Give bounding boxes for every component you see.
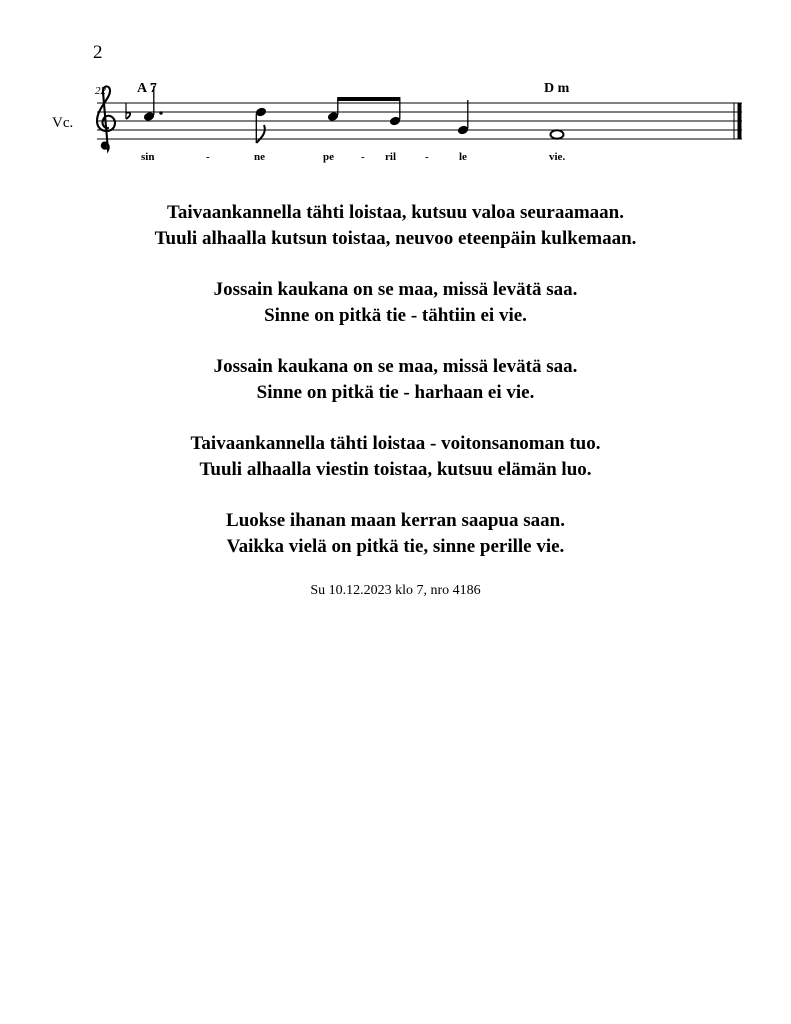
lyrics-line: Vaikka vielä on pitkä tie, sinne perille vie.: [226, 536, 565, 557]
clef-dot: [102, 143, 107, 148]
page-number: 2: [93, 42, 103, 63]
lyric-syllable: ne: [254, 151, 265, 163]
lyrics-text: [0, 200, 791, 585]
lyric-hyphen: -: [361, 151, 365, 163]
lyric-syllable: sin: [141, 151, 155, 163]
lyrics-stanza-4: [0, 431, 791, 483]
footer-date-note: Su 10.12.2023 klo 7, nro 4186: [310, 583, 481, 598]
measure-number: 22: [95, 85, 106, 97]
lyrics-line: Taivaankannella tähti loistaa - voitonsanoman tuo.: [190, 433, 601, 454]
note-e-quarter: [457, 100, 469, 135]
flat-key-signature-icon: [126, 103, 130, 119]
lyric-syllable: ril: [385, 151, 396, 163]
lyrics-line: Tuuli alhaalla kutsun toistaa, neuvoo eteenpäin kulkemaan.: [154, 228, 637, 249]
lyrics-stanza-1: [0, 200, 791, 252]
lyrics-stanza-3: [0, 354, 791, 406]
chord-symbol-dm: D m: [544, 81, 570, 96]
lyrics-line: Tuuli alhaalla viestin toistaa, kutsuu elämän luo.: [199, 459, 592, 480]
lyrics-line: Sinne on pitkä tie - tähtiin ei vie.: [264, 305, 527, 326]
chord-symbol-a7: A 7: [137, 81, 157, 96]
lyric-hyphen: -: [206, 151, 210, 163]
lyrics-stanza-5: [0, 508, 791, 560]
music-score: [0, 0, 791, 180]
thick-barline: [738, 103, 742, 139]
lyrics-line: Jossain kaukana on se maa, missä levätä saa.: [213, 356, 578, 377]
lyric-syllable: pe: [323, 151, 334, 163]
lyrics-line: Luokse ihanan maan kerran saapua saan.: [226, 510, 565, 531]
staff-lines: [97, 103, 742, 139]
lyrics-line: Taivaankannella tähti loistaa, kutsuu valoa seuraamaan.: [167, 202, 624, 223]
lyrics-line: Jossain kaukana on se maa, missä levätä saa.: [213, 279, 578, 300]
lyric-syllable: le: [459, 151, 467, 163]
instrument-label: Vc.: [52, 115, 74, 131]
note-c-eighth: [255, 107, 267, 143]
note-d-half: [551, 130, 564, 138]
lyrics-stanza-2: [0, 277, 791, 329]
lyric-hyphen: -: [425, 151, 429, 163]
lyric-syllable: vie.: [549, 151, 566, 163]
lyrics-line: Sinne on pitkä tie - harhaan ei vie.: [256, 382, 535, 403]
